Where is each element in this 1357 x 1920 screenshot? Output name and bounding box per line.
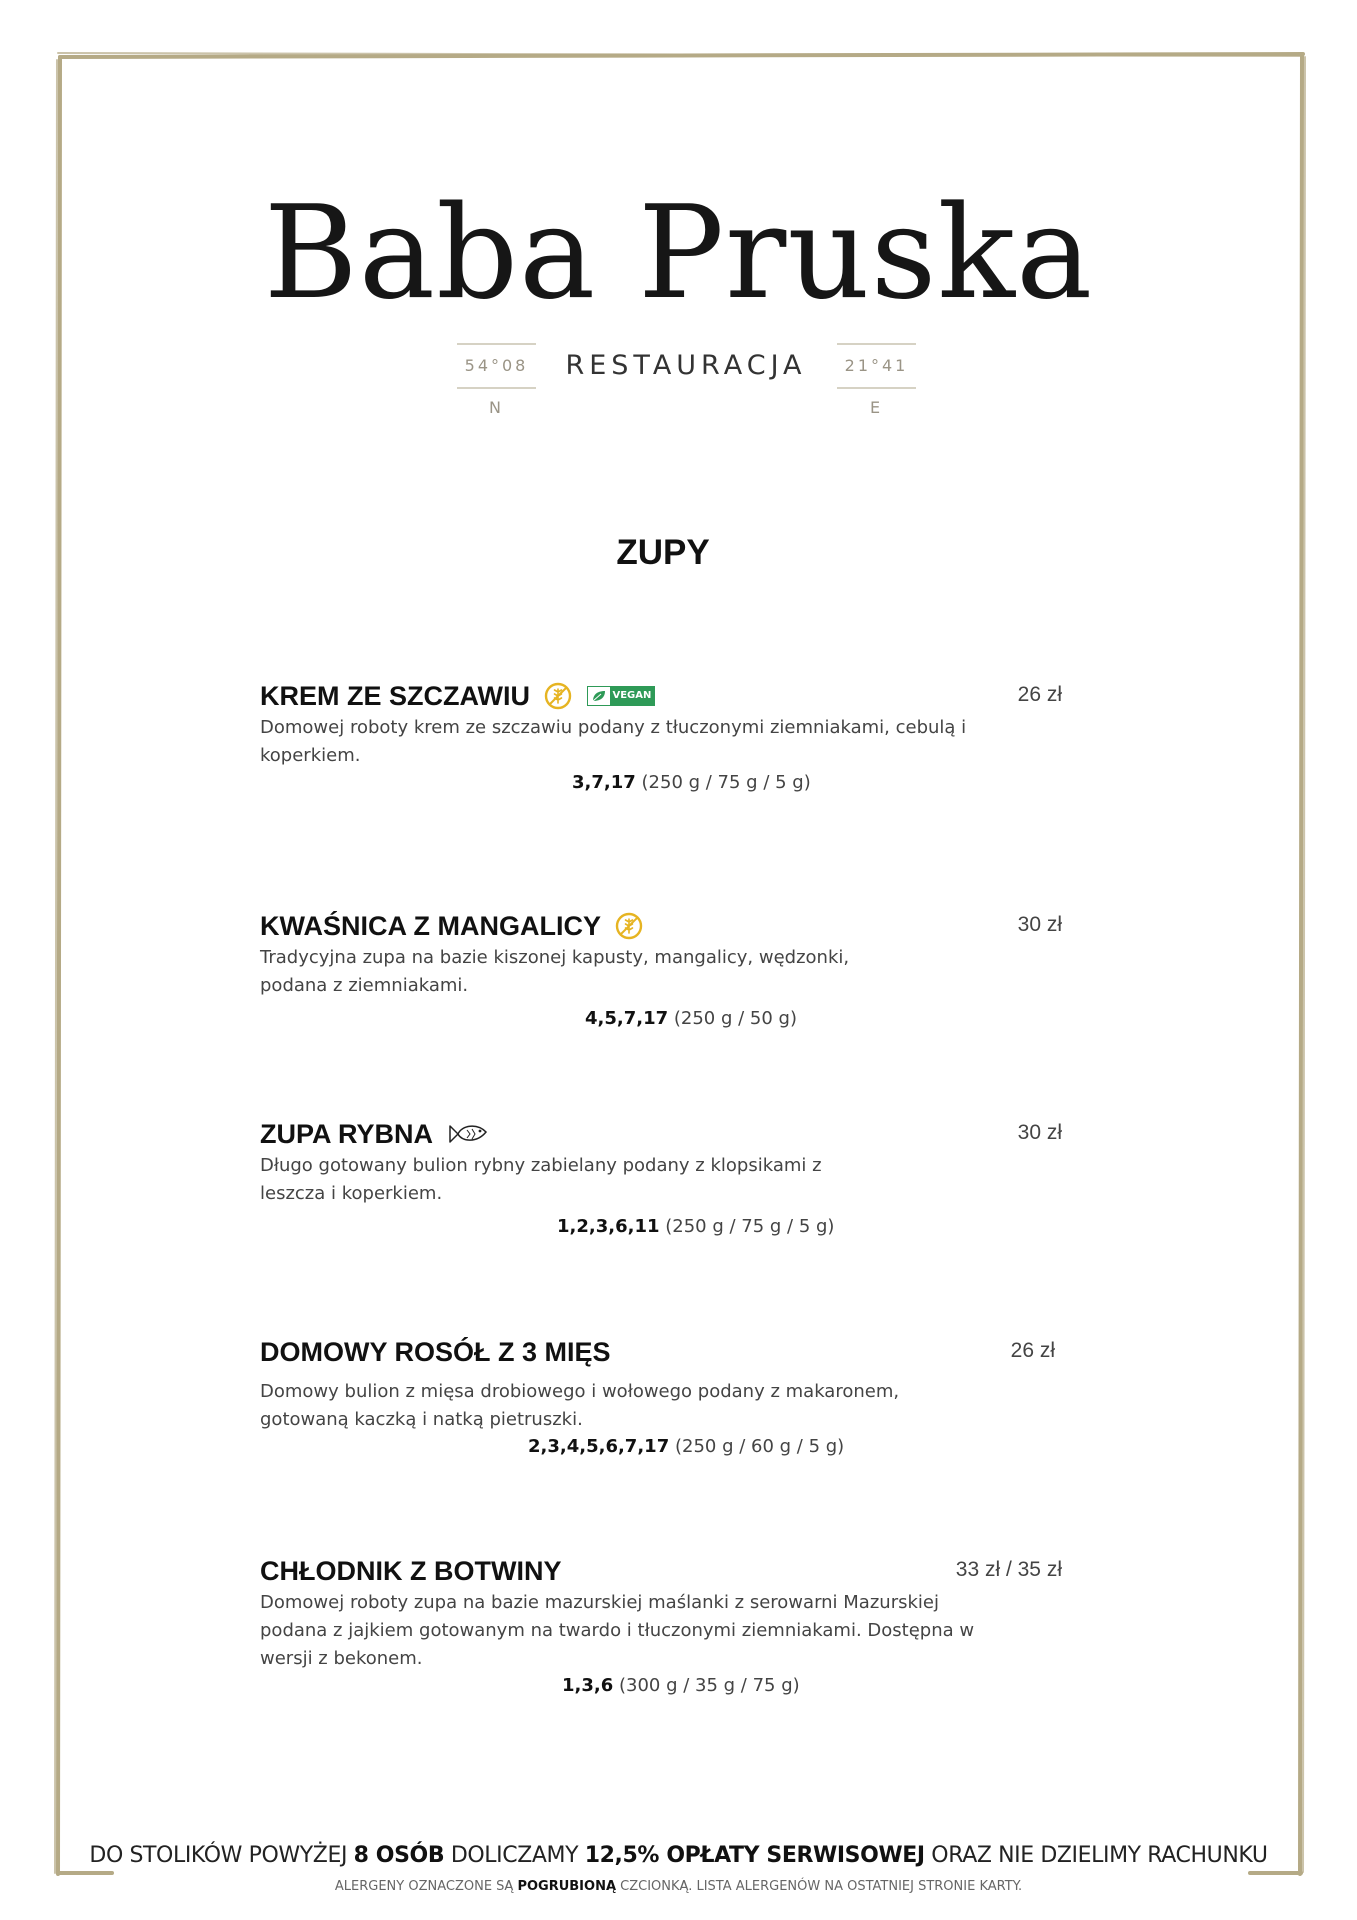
notice-emphasis: 8 OSÓB: [353, 1843, 445, 1868]
notice-text: DOLICZAMY: [444, 1843, 585, 1868]
menu-item-description: Domowej roboty krem ze szczawiu podany z tłuczonymi ziemniakami, cebulą i koperkiem.: [260, 717, 967, 766]
menu-item-description: Długo gotowany bulion rybny zabielany podany z klopsikami z leszcza i koperkiem.: [260, 1155, 822, 1204]
portion-sizes: (250 g / 60 g / 5 g): [674, 1436, 845, 1457]
allergen-notice-text: CZCIONKĄ. LISTA ALERGENÓW NA OSTATNIEJ STRONIE KARTY.: [616, 1879, 1023, 1894]
allergen-notice: [0, 1878, 1357, 1896]
notice-text: ORAZ NIE DZIELIMY RACHUNKU: [924, 1843, 1268, 1868]
menu-item: [260, 1334, 1060, 1460]
gluten-free-icon: [615, 912, 643, 940]
allergen-numbers: 2,3,4,5,6,7,17: [528, 1436, 670, 1457]
allergen-notice-text: ALERGENY OZNACZONE SĄ: [334, 1879, 518, 1894]
menu-item-description: Tradycyjna zupa na bazie kiszonej kapusty, mangalicy, wędzonki, podana z ziemniakami.: [260, 947, 850, 996]
vegan-label: VEGAN: [610, 687, 654, 705]
notice-emphasis: 12,5% OPŁATY SERWISOWEJ: [584, 1843, 925, 1868]
portion-sizes: (250 g / 75 g / 5 g): [641, 772, 811, 793]
menu-item-header: [260, 1116, 1060, 1152]
vegan-badge: [587, 686, 655, 706]
menu-item-header: [260, 908, 1060, 944]
menu-item-price: 26 zł: [1017, 683, 1062, 706]
menu-item-name: CHŁODNIK Z BOTWINY: [260, 1556, 562, 1586]
coordinate-longitude: 21°41 E: [837, 343, 916, 389]
menu-item: [260, 1116, 1060, 1240]
menu-item-allergens-row: [260, 1434, 1060, 1460]
fish-icon: [447, 1120, 489, 1148]
allergen-numbers: 4,5,7,17: [585, 1008, 669, 1029]
menu-item-allergens-row: [260, 1006, 1060, 1032]
menu-item-name: ZUPA RYBNA: [260, 1119, 433, 1149]
menu-item-header: [260, 1334, 1060, 1370]
leaf-icon: [591, 689, 607, 703]
menu-item-price: 30 zł: [1017, 913, 1062, 936]
portion-sizes: (250 g / 50 g): [673, 1008, 797, 1029]
restaurant-subtitle-row: [0, 343, 1357, 417]
section-title: ZUPY: [616, 533, 710, 572]
menu-item-price: 26 zł: [1010, 1339, 1055, 1362]
menu-item-header: [260, 1553, 1060, 1589]
menu-item-allergens-row: [260, 1673, 1060, 1699]
menu-item: [260, 678, 1060, 796]
menu-item-name: KREM ZE SZCZAWIU: [260, 681, 530, 711]
coordinate-latitude: 54°08 N: [457, 343, 536, 389]
menu-item-price: 33 zł / 35 zł: [955, 1558, 1062, 1581]
restaurant-subtitle: RESTAURACJA: [565, 350, 807, 381]
menu-item-allergens-row: [260, 770, 1060, 796]
menu-item: [260, 908, 1060, 1032]
menu-item-header: [260, 678, 1060, 714]
menu-item-allergens-row: [260, 1214, 1060, 1240]
allergen-numbers: 1,2,3,6,11: [557, 1216, 660, 1237]
allergen-numbers: 3,7,17: [572, 772, 636, 793]
menu-item-price: 30 zł: [1017, 1121, 1062, 1144]
allergen-numbers: 1,3,6: [562, 1675, 614, 1696]
menu-item: [260, 1553, 1060, 1699]
menu-item-description: Domowy bulion z mięsa drobiowego i wołowego podany z makaronem, gotowaną kaczką i natką pietruszki.: [260, 1381, 900, 1430]
menu-item-name: DOMOWY ROSÓŁ Z 3 MIĘS: [260, 1337, 611, 1367]
menu-item-name: KWAŚNICA Z MANGALICY: [260, 911, 601, 941]
gluten-free-icon: [544, 682, 572, 710]
service-charge-notice: [0, 1841, 1357, 1871]
portion-sizes: (300 g / 35 g / 75 g): [618, 1675, 800, 1696]
menu-item-description: Domowej roboty zupa na bazie mazurskiej maślanki z serowarni Mazurskiej podana z jajkiem gotowanym na twardo i tłuczonymi ziemniakami. Dostępna w wersji z bekonem.: [260, 1592, 975, 1669]
allergen-notice-emphasis: POGRUBIONĄ: [517, 1879, 617, 1894]
notice-text: DO STOLIKÓW POWYŻEJ: [89, 1843, 354, 1868]
restaurant-logo-name: Baba Pruska: [263, 179, 1094, 328]
portion-sizes: (250 g / 75 g / 5 g): [665, 1216, 835, 1237]
